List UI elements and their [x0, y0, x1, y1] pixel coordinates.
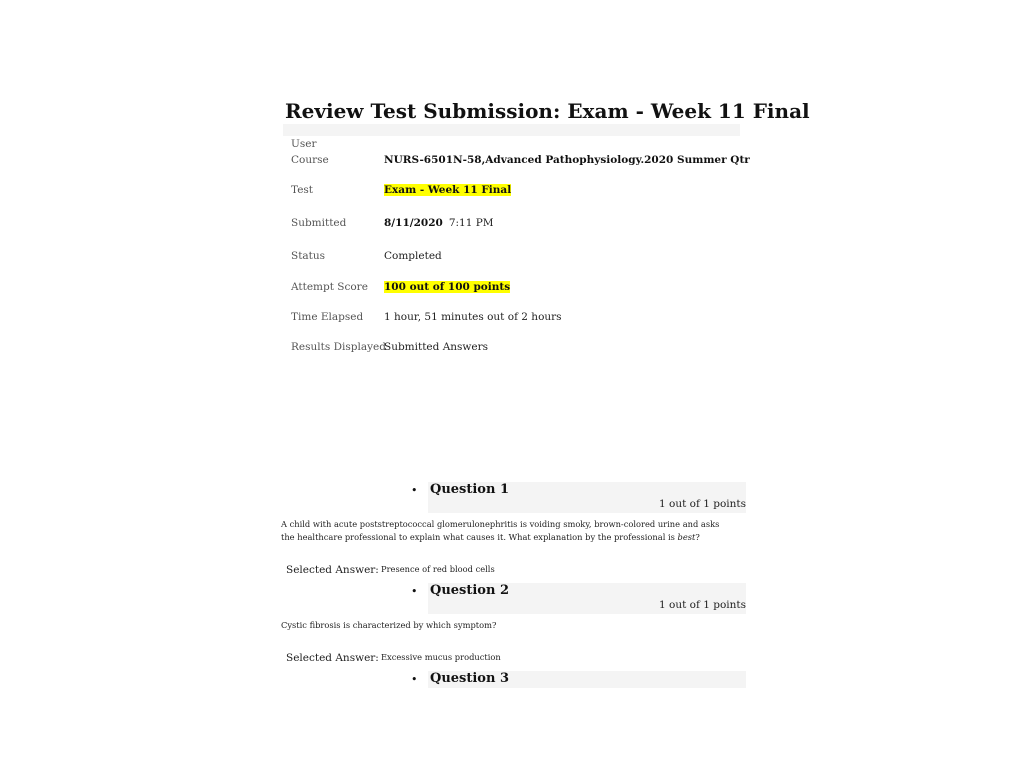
- page-title: Review Test Submission: Exam - Week 11 Final: [283, 96, 740, 136]
- question-1-points: 1 out of 1 points: [659, 498, 746, 510]
- bullet-icon: •: [411, 673, 418, 686]
- test-value-highlight: Exam - Week 11 Final: [384, 184, 512, 196]
- status-value: Completed: [384, 250, 442, 262]
- submitted-time: 7:11 PM: [448, 217, 494, 229]
- question-2-selected-answer: Excessive mucus production: [381, 652, 501, 662]
- test-value: [384, 184, 511, 196]
- question-1-text-emphasis: best: [677, 531, 696, 542]
- course-label: Course: [291, 154, 329, 166]
- question-1-text: [281, 518, 721, 543]
- question-3-header: [411, 671, 746, 688]
- submitted-value: [384, 217, 494, 229]
- question-1-header: [411, 482, 746, 513]
- results-displayed-label: Results Displayed: [291, 341, 386, 353]
- question-3-title: Question 3: [430, 671, 510, 686]
- question-1-selected-answer: Presence of red blood cells: [381, 564, 495, 574]
- question-1-selected-label: Selected Answer:: [286, 564, 379, 576]
- question-2-title: Question 2: [430, 583, 510, 598]
- time-elapsed-value: 1 hour, 51 minutes out of 2 hours: [384, 311, 562, 323]
- test-label: Test: [291, 184, 314, 196]
- bullet-icon: •: [411, 484, 418, 497]
- status-label: Status: [291, 250, 326, 262]
- submitted-date: 8/11/2020: [384, 217, 443, 229]
- time-elapsed-label: Time Elapsed: [291, 311, 364, 323]
- question-2-header: [411, 583, 746, 614]
- results-displayed-value: Submitted Answers: [384, 341, 489, 353]
- question-1-title: Question 1: [430, 482, 510, 497]
- bullet-icon: •: [411, 585, 418, 598]
- submitted-label: Submitted: [291, 217, 347, 229]
- course-value: NURS-6501N-58,Advanced Pathophysiology.2020 Summer Qtr: [384, 154, 750, 166]
- attempt-score-value: [384, 281, 510, 293]
- question-2-selected-label: Selected Answer:: [286, 652, 379, 664]
- question-1-text-main: A child with acute poststreptococcal glomerulonephritis is voiding smoky, brown-colored urine and asks the healthcare professional to explain what causes it. What explanation by the professional is: [281, 519, 720, 542]
- attempt-score-label: Attempt Score: [291, 281, 368, 293]
- question-2-points: 1 out of 1 points: [659, 599, 746, 611]
- question-1-text-end: ?: [695, 531, 700, 542]
- attempt-score-highlight: 100 out of 100 points: [384, 281, 511, 293]
- user-label: User: [291, 138, 317, 150]
- question-2-text: Cystic fibrosis is characterized by which symptom?: [281, 620, 497, 630]
